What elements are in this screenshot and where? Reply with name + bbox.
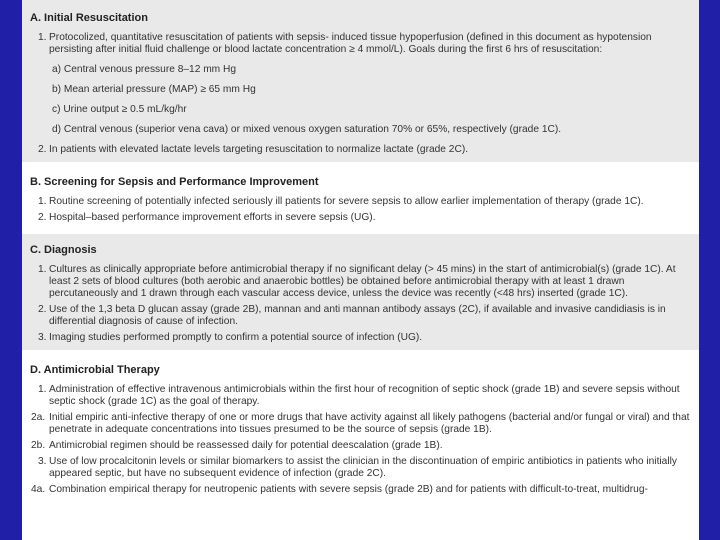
list-item — [30, 304, 691, 328]
section-title: A. Initial Resuscitation — [30, 12, 148, 24]
list-item — [30, 456, 691, 480]
item-text: Cultures as clinically appropriate before antimicrobial therapy if no significant delay (> 45 mins) in the start of antimicrobial(s) (grade 1C). At least 2 sets of blood cultures (both aerobic and anaerobic bottles) be obtained before antimicrobial therapy with at least 1 drawn percutaneously and 1 drawn through each vascular access device, unless the device was recently (<48 hrs) inserted (grade 1C). — [49, 264, 676, 299]
section-diagnosis — [22, 234, 699, 350]
list-item — [30, 440, 691, 452]
section-title: C. Diagnosis — [30, 244, 97, 256]
item-text: Hospital–based performance improvement efforts in severe sepsis (UG). — [49, 212, 376, 223]
section-screening — [22, 166, 699, 230]
item-text: Use of the 1,3 beta D glucan assay (grade 2B), mannan and anti mannan antibody assays (2C), if available and invasive candidiasis is in differential diagnosis of cause of infection. — [49, 304, 666, 327]
item-number: 2. — [38, 304, 47, 315]
item-number: 1. — [38, 32, 47, 43]
item-text: Administration of effective intravenous antimicrobials within the first hour of recognition of septic shock (grade 1B) and severe sepsis without septic shock (grade 1C) as the goal of therapy. — [49, 384, 680, 407]
item-number: 2b. — [31, 440, 46, 451]
list-item — [30, 332, 691, 350]
sub-item: b) Mean arterial pressure (MAP) ≥ 65 mm Hg — [52, 84, 256, 95]
item-number: 3. — [38, 332, 47, 343]
list-item — [30, 264, 691, 300]
item-number: 2. — [38, 212, 47, 223]
sub-item: a) Central venous pressure 8–12 mm Hg — [52, 64, 237, 75]
list-item — [30, 212, 691, 230]
list-item — [30, 144, 691, 162]
item-text: Antimicrobial regimen should be reassessed daily for potential deescalation (grade 1B). — [49, 440, 443, 451]
section-title: B. Screening for Sepsis and Performance Improvement — [30, 176, 319, 188]
section-antimicrobial-therapy — [22, 354, 699, 496]
sub-item: c) Urine output ≥ 0.5 mL/kg/hr — [52, 104, 187, 115]
sub-item: d) Central venous (superior vena cava) or mixed venous oxygen saturation 70% or 65%, respectively (grade 1C). — [52, 124, 562, 135]
item-number: 4a. — [31, 484, 46, 495]
item-text: Imaging studies performed promptly to confirm a potential source of infection (UG). — [49, 332, 423, 343]
item-number: 1. — [38, 196, 47, 207]
item-number: 2. — [38, 144, 47, 155]
guideline-table — [22, 0, 699, 540]
item-number: 1. — [38, 264, 47, 275]
item-number: 1. — [38, 384, 47, 395]
list-item — [30, 196, 691, 208]
item-number: 2a. — [31, 412, 46, 423]
item-text: Routine screening of potentially infected seriously ill patients for severe sepsis to allow earlier implementation of therapy (grade 1C). — [49, 196, 644, 207]
item-text: Use of low procalcitonin levels or similar biomarkers to assist the clinician in the discontinuation of empiric antibiotics in patients who initially appeared septic, but have no subsequent evidence of infection (grade 2C). — [49, 456, 677, 479]
item-text: Initial empiric anti-infective therapy of one or more drugs that have activity against all likely pathogens (bacterial and/or fungal or viral) and that penetrate in adequate concentrations into tissues presumed to be the source of sepsis (grade 1B). — [49, 412, 690, 435]
section-title: D. Antimicrobial Therapy — [30, 364, 160, 376]
list-item — [30, 412, 691, 436]
item-text: Combination empirical therapy for neutropenic patients with severe sepsis (grade 2B) and for patients with difficult-to-treat, multidrug- — [49, 484, 648, 495]
item-text: In patients with elevated lactate levels targeting resuscitation to normalize lactate (grade 2C). — [49, 144, 469, 155]
section-initial-resuscitation — [22, 0, 699, 162]
item-number: 3. — [38, 456, 47, 467]
list-item — [30, 484, 691, 496]
list-item — [30, 384, 691, 408]
list-item — [30, 32, 691, 56]
item-text: Protocolized, quantitative resuscitation of patients with sepsis- induced tissue hypoperfusion (defined in this document as hypotension persisting after initial fluid challenge or blood lactate concentration ≥ 4 mmol/L). Goals during the first 6 hrs of resuscitation: — [49, 32, 652, 55]
